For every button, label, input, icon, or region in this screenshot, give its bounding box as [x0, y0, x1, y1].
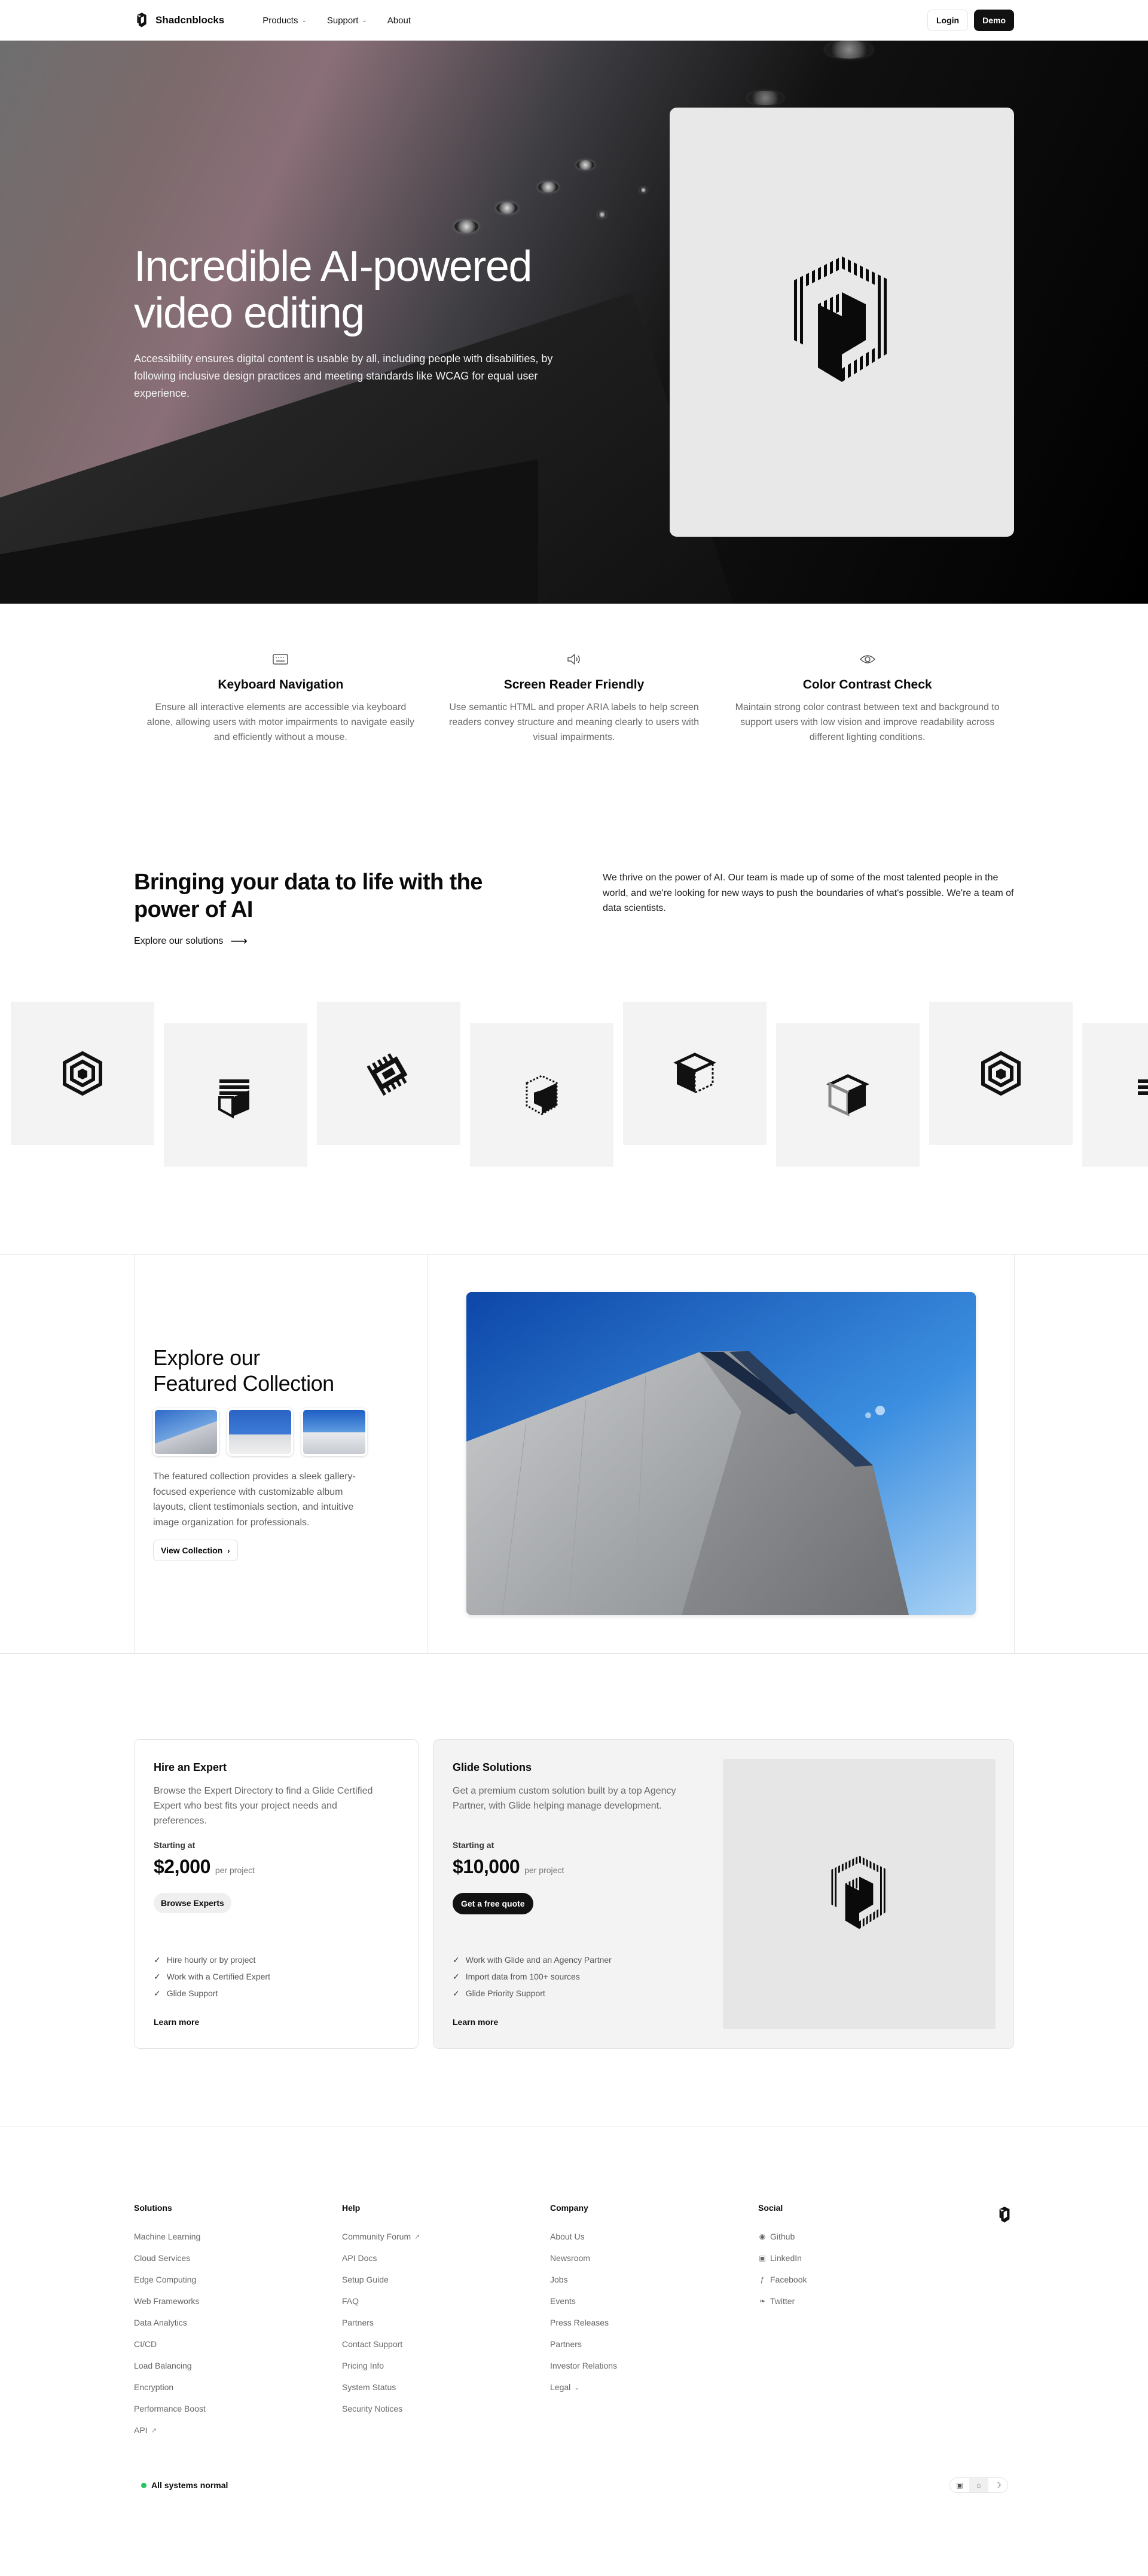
- status-text: All systems normal: [151, 2480, 228, 2490]
- logo-icon: [134, 12, 149, 29]
- get-quote-button[interactable]: Get a free quote: [453, 1893, 533, 1914]
- divider: [134, 1254, 135, 1653]
- stacked-cube-logo-icon: [215, 1071, 257, 1119]
- nav-support-label: Support: [326, 15, 359, 26]
- featured-building-image: [466, 1292, 976, 1615]
- footer-link[interactable]: Performance Boost: [134, 2404, 206, 2413]
- gallery-tile: [929, 1002, 1073, 1145]
- striped-cube-logo-icon: [820, 1852, 898, 1936]
- logo-icon: [996, 2205, 1013, 2225]
- divider: [0, 1254, 1148, 1255]
- price-amount: $10,000: [453, 1856, 520, 1877]
- footer-logo[interactable]: [996, 2205, 1013, 2228]
- footer-column-title: Social: [758, 2203, 783, 2213]
- footer-link[interactable]: Encryption: [134, 2382, 174, 2392]
- footer-link-label: Legal: [550, 2382, 571, 2392]
- logo-gallery: [0, 1002, 1148, 1169]
- card-description: Get a premium custom solution built by a top Agency Partner, with Glide helping manage development.: [453, 1786, 676, 1811]
- hero-description: Accessibility ensures digital content is usable by all, including people with disabilities, by following inclusive design practices and meeting standards like WCAG for equal user experience.: [134, 353, 553, 399]
- price-amount: $2,000: [154, 1856, 210, 1877]
- list-item: [453, 1985, 612, 2002]
- footer-link[interactable]: Pricing Info: [342, 2361, 384, 2370]
- price-unit: per project: [215, 1865, 255, 1875]
- footer-link[interactable]: API Docs: [342, 2253, 377, 2263]
- glide-solutions-card: [433, 1739, 1014, 2049]
- footer-link-label: Github: [770, 2232, 795, 2241]
- footer-link-community[interactable]: [342, 2226, 550, 2247]
- feature-title: Keyboard Navigation: [218, 678, 344, 692]
- footer-link-label: Twitter: [770, 2296, 795, 2306]
- feature-description: Ensure all interactive elements are accessible via keyboard alone, allowing users with motor impairments to navigate easily and efficiently without a mouse.: [146, 702, 414, 742]
- price-row: [453, 1856, 564, 1878]
- footer-column-title: Company: [550, 2203, 588, 2213]
- brand-logo-link[interactable]: [134, 12, 224, 29]
- list-item-label: Glide Support: [166, 1988, 218, 1998]
- footer-link[interactable]: Jobs: [550, 2275, 568, 2284]
- check-icon: ✓: [154, 1954, 161, 1965]
- featured-title-line: Explore our: [153, 1345, 260, 1370]
- footer-column-title: Solutions: [134, 2203, 172, 2213]
- footer-link[interactable]: Data Analytics: [134, 2318, 187, 2327]
- footer-columns: [134, 2203, 971, 2441]
- features-row: [134, 649, 1014, 745]
- footer-link-label: Community Forum: [342, 2232, 411, 2241]
- footer-link-api[interactable]: [134, 2419, 342, 2441]
- gallery-tile: [776, 1023, 920, 1167]
- collection-thumbnail[interactable]: [153, 1408, 219, 1456]
- moon-icon[interactable]: ☽: [994, 2481, 1002, 2489]
- solutions-logo-panel: [723, 1759, 996, 2029]
- ceiling-light: [496, 202, 518, 214]
- footer-link-facebook[interactable]: [758, 2269, 966, 2290]
- footer-link[interactable]: Setup Guide: [342, 2275, 389, 2284]
- feature-keyboard: [134, 649, 428, 745]
- feature-description: Use semantic HTML and proper ARIA labels to help screen readers convey structure and meaning clearly to users with visual impairments.: [449, 702, 699, 742]
- divider: [1014, 1254, 1015, 1653]
- footer-link[interactable]: Cloud Services: [134, 2253, 191, 2263]
- status-indicator-dot: [141, 2483, 146, 2488]
- linkedin-icon: ▣: [759, 2254, 766, 2262]
- card-description: Browse the Expert Directory to find a Glide Certified Expert who best fits your project needs and preferences.: [154, 1786, 373, 1826]
- ceiling-light: [640, 188, 647, 192]
- footer-link[interactable]: Events: [550, 2296, 576, 2306]
- list-item-label: Work with Glide and an Agency Partner: [465, 1955, 612, 1965]
- ceiling-light: [576, 160, 594, 170]
- footer-link[interactable]: Contact Support: [342, 2339, 403, 2349]
- check-icon: ✓: [453, 1954, 460, 1965]
- collection-thumbnail[interactable]: [301, 1408, 367, 1456]
- striped-diamond-logo-icon: [365, 1050, 413, 1097]
- data-section-heading: Bringing your data to life with the power of AI: [134, 870, 483, 922]
- check-icon: ✓: [453, 1988, 460, 1998]
- browse-experts-button[interactable]: Browse Experts: [154, 1893, 231, 1913]
- price-row: [154, 1856, 255, 1878]
- feature-list: [453, 1951, 612, 2002]
- footer-link[interactable]: About Us: [550, 2232, 585, 2241]
- list-item: [453, 1951, 612, 1968]
- divider: [0, 1653, 1148, 1654]
- hero-section: [0, 41, 1148, 604]
- starting-label: Starting at: [154, 1840, 196, 1850]
- hero-title: Incredible AI-powered video editing: [134, 243, 532, 337]
- check-icon: ✓: [453, 1971, 460, 1981]
- monitor-icon[interactable]: ▣: [956, 2481, 963, 2489]
- eye-icon: [732, 649, 1002, 669]
- external-link-icon: ↗: [414, 2233, 420, 2241]
- check-icon: ✓: [154, 1971, 161, 1981]
- data-section-paragraph: We thrive on the power of AI. Our team is made up of some of the most talented people in the world, and we're looking for new ways to push the boundaries of what's possible. We're a team of data scientists.: [603, 873, 1014, 914]
- price-unit: per project: [524, 1865, 564, 1875]
- twitter-icon: ❧: [759, 2297, 766, 2305]
- learn-more-link[interactable]: Learn more: [154, 2017, 200, 2027]
- nav-products-label: Products: [262, 15, 298, 26]
- sun-icon[interactable]: ☼: [969, 2478, 988, 2492]
- footer-link-legal[interactable]: [550, 2376, 758, 2398]
- ceiling-light: [538, 182, 558, 192]
- footer-link-github[interactable]: [758, 2226, 966, 2247]
- striped-cube-logo-icon: [521, 1071, 563, 1119]
- theme-switcher: [949, 2477, 1008, 2493]
- view-collection-button[interactable]: [153, 1540, 238, 1561]
- footer-link-label: Facebook: [770, 2275, 807, 2284]
- list-item: [154, 1968, 270, 1985]
- list-item-label: Import data from 100+ sources: [465, 1972, 580, 1981]
- ceiling-light: [825, 41, 873, 59]
- chevron-down-icon: ⌄: [574, 2384, 580, 2391]
- footer-link-label: LinkedIn: [770, 2253, 802, 2263]
- nav-about-label: About: [387, 15, 411, 26]
- feature-title: Screen Reader Friendly: [503, 678, 645, 692]
- ceiling-light: [747, 91, 783, 105]
- footer-link[interactable]: Partners: [550, 2339, 582, 2349]
- footer-column-help: [342, 2203, 550, 2441]
- footer-link[interactable]: Load Balancing: [134, 2361, 192, 2370]
- footer-link[interactable]: Edge Computing: [134, 2275, 197, 2284]
- list-item: [154, 1985, 270, 2002]
- view-collection-label: View Collection: [161, 1546, 223, 1555]
- feature-screen-reader: [428, 649, 721, 745]
- building-photo: [466, 1292, 976, 1615]
- list-item-label: Glide Priority Support: [465, 1988, 545, 1998]
- list-item-label: Hire hourly or by project: [166, 1955, 256, 1965]
- check-icon: ✓: [154, 1988, 161, 1998]
- feature-list: [154, 1951, 270, 2002]
- hire-expert-card: [134, 1739, 419, 2049]
- speaker-icon: [439, 649, 709, 669]
- footer-link[interactable]: Security Notices: [342, 2404, 403, 2413]
- footer-column-title: Help: [342, 2203, 361, 2213]
- footer-link[interactable]: Press Releases: [550, 2318, 609, 2327]
- feature-title: Color Contrast Check: [802, 678, 932, 692]
- footer-link[interactable]: Partners: [342, 2318, 374, 2327]
- gallery-tile: [623, 1002, 767, 1145]
- footer-link-linkedin[interactable]: [758, 2247, 966, 2269]
- nav-about[interactable]: [387, 16, 411, 26]
- hexagon-logo-icon: [977, 1050, 1025, 1097]
- explore-solutions-link[interactable]: [134, 934, 248, 949]
- footer-column-social: [758, 2203, 966, 2441]
- learn-more-link[interactable]: Learn more: [453, 2017, 499, 2027]
- brand-name: Shadcnblocks: [155, 14, 225, 26]
- collection-thumbnail[interactable]: [227, 1408, 293, 1456]
- footer-link[interactable]: System Status: [342, 2382, 396, 2392]
- gallery-tile: [470, 1023, 613, 1167]
- feature-description: Maintain strong color contrast between text and background to support users with low vision and improve readability across different lighting conditions.: [735, 702, 1000, 742]
- starting-label: Starting at: [453, 1840, 494, 1850]
- stacked-cube-logo-icon: [1133, 1071, 1148, 1119]
- list-item: [154, 1951, 270, 1968]
- footer-link[interactable]: FAQ: [342, 2296, 359, 2306]
- card-title: Glide Solutions: [453, 1761, 532, 1773]
- ceiling-light: [454, 220, 478, 233]
- explore-solutions-label: Explore our solutions: [134, 935, 224, 946]
- footer-column-solutions: [134, 2203, 342, 2441]
- chevron-right-icon: ›: [227, 1546, 230, 1555]
- demo-button[interactable]: Demo: [974, 10, 1014, 31]
- chevron-down-icon: ⌄: [362, 17, 367, 24]
- featured-collection-title: [153, 1345, 334, 1396]
- gallery-tile: [164, 1023, 307, 1167]
- hero-logo-card: [670, 108, 1014, 537]
- nav-support[interactable]: [327, 16, 367, 26]
- footer-link-twitter[interactable]: [758, 2290, 966, 2312]
- footer-link-label: API: [134, 2425, 148, 2435]
- list-item-label: Work with a Certified Expert: [166, 1972, 270, 1981]
- facebook-icon: ƒ: [760, 2275, 765, 2284]
- footer-link[interactable]: CI/CD: [134, 2339, 157, 2349]
- external-link-icon: ↗: [151, 2427, 157, 2434]
- gallery-tile: [317, 1002, 460, 1145]
- hexagon-logo-icon: [59, 1050, 106, 1097]
- github-icon: ◉: [759, 2232, 766, 2241]
- arrow-right-icon: ⟶: [230, 935, 248, 948]
- outlined-cube-logo-icon: [824, 1071, 872, 1119]
- login-button[interactable]: Login: [927, 10, 968, 31]
- footer-link[interactable]: Investor Relations: [550, 2361, 618, 2370]
- feature-contrast: [720, 649, 1014, 745]
- collection-thumbnails: [153, 1408, 367, 1456]
- gallery-tile: [1082, 1023, 1148, 1167]
- top-nav: [0, 0, 1148, 41]
- chevron-down-icon: ⌄: [301, 17, 307, 24]
- footer-column-company: [550, 2203, 758, 2441]
- card-title: Hire an Expert: [154, 1761, 227, 1773]
- footer-link[interactable]: Newsroom: [550, 2253, 590, 2263]
- footer-link[interactable]: Machine Learning: [134, 2232, 201, 2241]
- system-status[interactable]: [141, 2480, 228, 2490]
- keyboard-icon: [146, 649, 416, 669]
- featured-collection-description: The featured collection provides a sleek gallery-focused experience with customizable album layouts, client testimonials section, and intuitive image organization for professionals.: [153, 1471, 356, 1528]
- ceiling-light: [598, 212, 606, 218]
- featured-title-line: Featured Collection: [153, 1371, 334, 1396]
- gallery-tile: [11, 1002, 154, 1145]
- striped-cube-logo-icon: [776, 250, 908, 394]
- open-cube-logo-icon: [671, 1050, 719, 1097]
- list-item: [453, 1968, 612, 1985]
- footer-link[interactable]: Web Frameworks: [134, 2296, 200, 2306]
- nav-products[interactable]: [262, 16, 307, 26]
